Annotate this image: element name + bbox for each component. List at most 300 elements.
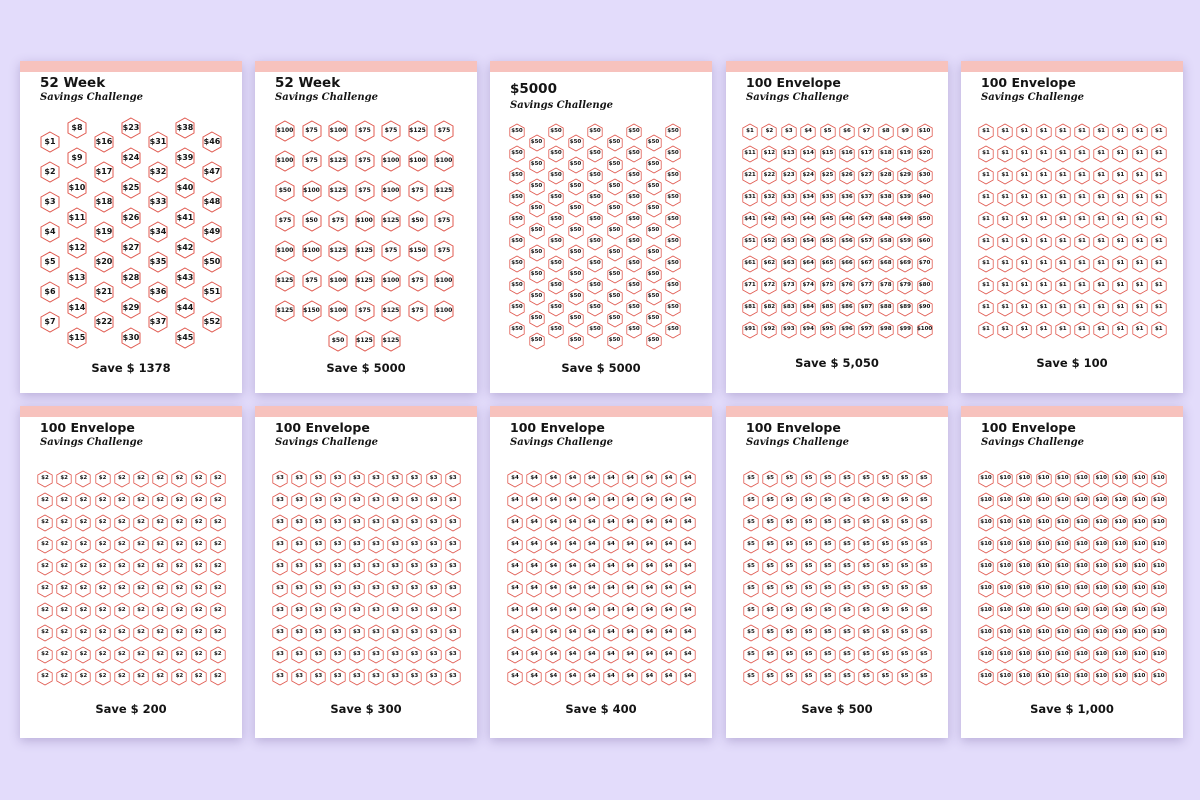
envelope-hexagon: $1 [1074, 255, 1090, 273]
envelope-hexagon: $3 [272, 492, 288, 510]
envelope-hexagon: $10 [1151, 602, 1167, 620]
envelope-hexagon: $50 [529, 222, 545, 240]
envelope-hexagon: $5 [897, 602, 913, 620]
envelope-hexagon: $5 [781, 668, 797, 686]
sheet-subtitle: Savings Challenge [510, 100, 613, 111]
envelope-hexagon: $1 [1055, 167, 1071, 185]
envelope-hexagon: $10 [1093, 646, 1109, 664]
envelope-hexagon: $3 [310, 602, 326, 620]
envelope-hexagon: $2 [152, 536, 168, 554]
envelope-hexagon: $3 [387, 624, 403, 642]
envelope-hexagon: $2 [114, 668, 130, 686]
envelope-hexagon: $29 [120, 297, 142, 319]
envelope-hexagon: $76 [839, 277, 855, 295]
envelope-hexagon: $75 [354, 120, 376, 142]
envelope-hexagon: $3 [39, 191, 61, 213]
envelope-hexagon: $125 [327, 180, 349, 202]
envelope-hexagon: $1 [1036, 255, 1052, 273]
envelope-hexagon: $1 [1132, 167, 1148, 185]
envelope-hexagon: $4 [641, 514, 657, 532]
envelope-hexagon: $1 [1093, 211, 1109, 229]
envelope-hexagon: $50 [626, 189, 642, 207]
envelope-hexagon: $3 [406, 668, 422, 686]
envelope-hexagon: $50 [529, 200, 545, 218]
envelope-hexagon: $10 [1036, 514, 1052, 532]
envelope-hexagon: $50 [646, 156, 662, 174]
envelope-hexagon: $4 [603, 624, 619, 642]
envelope-hexagon: $5 [820, 123, 836, 141]
envelope-hexagon: $75 [301, 150, 323, 172]
envelope-hexagon: $15 [820, 145, 836, 163]
envelope-hexagon: $4 [622, 602, 638, 620]
envelope-hexagon: $10 [1093, 492, 1109, 510]
envelope-hexagon: $4 [526, 580, 542, 598]
sheet-title: 100 Envelope [746, 420, 841, 435]
envelope-hexagon: $10 [1074, 668, 1090, 686]
envelope-hexagon: $67 [858, 255, 874, 273]
envelope-hexagon: $2 [133, 558, 149, 576]
envelope-hexagon: $2 [114, 470, 130, 488]
envelope-hexagon: $10 [1055, 602, 1071, 620]
envelope-hexagon: $2 [56, 536, 72, 554]
envelope-hexagon: $1 [1151, 255, 1167, 273]
envelope-hexagon: $2 [171, 580, 187, 598]
envelope-hexagon: $50 [626, 321, 642, 339]
envelope-hexagon: $50 [626, 123, 642, 141]
envelope-hexagon: $5 [743, 668, 759, 686]
envelope-hexagon: $33 [781, 189, 797, 207]
envelope-hexagon: $1 [1016, 321, 1032, 339]
envelope-hexagon: $125 [380, 210, 402, 232]
envelope-hexagon: $50 [626, 145, 642, 163]
envelope-hexagon: $4 [622, 624, 638, 642]
envelope-hexagon: $1 [1055, 299, 1071, 317]
envelope-hexagon: $50 [509, 145, 525, 163]
envelope-hexagon: $86 [839, 299, 855, 317]
envelope-hexagon: $5 [820, 646, 836, 664]
envelope-hexagon: $3 [445, 624, 461, 642]
envelope-hexagon: $150 [301, 300, 323, 322]
envelope-hexagon: $1 [1036, 321, 1052, 339]
envelope-hexagon: $4 [603, 470, 619, 488]
envelope-hexagon: $1 [978, 167, 994, 185]
envelope-hexagon: $38 [878, 189, 894, 207]
envelope-hexagon: $3 [406, 580, 422, 598]
envelope-hexagon: $2 [191, 668, 207, 686]
envelope-hexagon: $3 [368, 668, 384, 686]
envelope-hexagon: $65 [820, 255, 836, 273]
envelope-hexagon: $2 [75, 580, 91, 598]
envelope-hexagon: $1 [1016, 145, 1032, 163]
envelope-hexagon: $10 [1132, 602, 1148, 620]
envelope-hexagon: $50 [548, 211, 564, 229]
envelope-hexagon: $1 [1132, 321, 1148, 339]
envelope-hexagon: $10 [1036, 580, 1052, 598]
envelope-hexagon: $100 [327, 270, 349, 292]
envelope-hexagon: $4 [661, 470, 677, 488]
envelope-hexagon: $100 [274, 240, 296, 262]
envelope-hexagon: $4 [565, 514, 581, 532]
envelope-hexagon: $23 [781, 167, 797, 185]
savings-total: Save $ 300 [330, 702, 402, 716]
envelope-hexagon: $4 [641, 536, 657, 554]
envelope-hexagon: $3 [330, 514, 346, 532]
envelope-hexagon: $3 [445, 668, 461, 686]
envelope-hexagon: $2 [56, 580, 72, 598]
envelope-hexagon: $10 [1132, 646, 1148, 664]
envelope-hexagon: $50 [548, 123, 564, 141]
envelope-hexagon: $5 [820, 492, 836, 510]
envelope-hexagon: $2 [37, 646, 53, 664]
envelope-hexagon: $5 [877, 492, 893, 510]
envelope-hexagon: $50 [509, 277, 525, 295]
envelope-hexagon: $100 [407, 150, 429, 172]
envelope-hexagon: $10 [1151, 536, 1167, 554]
sheet-title: 52 Week [40, 75, 106, 91]
envelope-hexagon: $41 [174, 207, 196, 229]
savings-total: Save $ 5000 [326, 361, 406, 375]
envelope-hexagon: $3 [310, 470, 326, 488]
envelope-hexagon: $5 [877, 536, 893, 554]
envelope-hexagon: $10 [1112, 602, 1128, 620]
envelope-hexagon: $2 [75, 602, 91, 620]
envelope-hexagon: $3 [291, 602, 307, 620]
envelope-hexagon: $10 [1093, 580, 1109, 598]
envelope-hexagon: $2 [171, 602, 187, 620]
envelope-hexagon: $3 [330, 646, 346, 664]
envelope-hexagon: $3 [445, 558, 461, 576]
envelope-hexagon: $5 [801, 536, 817, 554]
envelope-hexagon: $5 [877, 668, 893, 686]
envelope-hexagon: $5 [743, 470, 759, 488]
envelope-hexagon: $2 [152, 558, 168, 576]
envelope-hexagon: $6 [39, 281, 61, 303]
envelope-hexagon: $4 [507, 492, 523, 510]
envelope-hexagon: $12 [66, 237, 88, 259]
envelope-hexagon: $50 [548, 277, 564, 295]
envelope-hexagon: $5 [781, 624, 797, 642]
envelope-hexagon: $10 [1036, 668, 1052, 686]
envelope-hexagon: $2 [95, 536, 111, 554]
envelope-hexagon: $10 [1036, 536, 1052, 554]
envelope-grid [20, 61, 242, 351]
sheet-title: $5000 [510, 81, 557, 97]
envelope-hexagon: $1 [1132, 233, 1148, 251]
envelope-hexagon: $66 [839, 255, 855, 273]
envelope-hexagon: $4 [800, 123, 816, 141]
envelope-hexagon: $2 [152, 602, 168, 620]
envelope-hexagon: $5 [877, 558, 893, 576]
envelope-hexagon: $24 [800, 167, 816, 185]
envelope-hexagon: $3 [426, 514, 442, 532]
envelope-hexagon: $2 [114, 514, 130, 532]
envelope-hexagon: $50 [509, 321, 525, 339]
envelope-hexagon: $4 [584, 492, 600, 510]
envelope-hexagon: $4 [526, 470, 542, 488]
envelope-hexagon: $1 [978, 211, 994, 229]
envelope-hexagon: $5 [743, 624, 759, 642]
envelope-hexagon: $3 [272, 646, 288, 664]
envelope-hexagon: $1 [1016, 189, 1032, 207]
envelope-hexagon: $4 [545, 558, 561, 576]
envelope-hexagon: $50 [646, 244, 662, 262]
envelope-hexagon: $2 [75, 470, 91, 488]
envelope-hexagon: $43 [781, 211, 797, 229]
envelope-hexagon: $17 [858, 145, 874, 163]
envelope-hexagon: $10 [1151, 646, 1167, 664]
envelope-hexagon: $10 [1132, 536, 1148, 554]
envelope-hexagon: $5 [781, 602, 797, 620]
envelope-hexagon: $1 [1112, 211, 1128, 229]
envelope-hexagon: $5 [762, 668, 778, 686]
envelope-hexagon: $3 [426, 668, 442, 686]
envelope-hexagon: $1 [1132, 189, 1148, 207]
envelope-hexagon: $5 [839, 580, 855, 598]
envelope-hexagon: $1 [39, 131, 61, 153]
envelope-hexagon: $4 [545, 492, 561, 510]
envelope-hexagon: $50 [646, 332, 662, 350]
envelope-hexagon: $1 [1055, 321, 1071, 339]
envelope-hexagon: $150 [407, 240, 429, 262]
envelope-hexagon: $50 [587, 277, 603, 295]
envelope-hexagon: $1 [1016, 255, 1032, 273]
envelope-hexagon: $87 [858, 299, 874, 317]
envelope-hexagon: $35 [820, 189, 836, 207]
envelope-hexagon: $50 [568, 266, 584, 284]
envelope-hexagon: $91 [742, 321, 758, 339]
envelope-hexagon: $4 [680, 646, 696, 664]
envelope-hexagon: $2 [37, 602, 53, 620]
envelope-hexagon: $7 [39, 311, 61, 333]
envelope-hexagon: $5 [877, 624, 893, 642]
envelope-hexagon: $3 [406, 624, 422, 642]
envelope-hexagon: $4 [584, 580, 600, 598]
envelope-hexagon: $1 [1093, 321, 1109, 339]
envelope-hexagon: $3 [330, 624, 346, 642]
envelope-hexagon: $5 [743, 646, 759, 664]
envelope-hexagon: $4 [641, 580, 657, 598]
envelope-hexagon: $2 [191, 470, 207, 488]
envelope-hexagon: $4 [507, 536, 523, 554]
envelope-hexagon: $3 [310, 624, 326, 642]
envelope-hexagon: $1 [1055, 123, 1071, 141]
envelope-hexagon: $2 [95, 668, 111, 686]
envelope-hexagon: $50 [665, 233, 681, 251]
envelope-hexagon: $4 [641, 602, 657, 620]
envelope-hexagon: $3 [310, 668, 326, 686]
savings-total: Save $ 200 [95, 702, 167, 716]
envelope-hexagon: $12 [761, 145, 777, 163]
envelope-hexagon: $5 [858, 580, 874, 598]
envelope-hexagon: $5 [839, 602, 855, 620]
envelope-hexagon: $4 [603, 646, 619, 664]
envelope-hexagon: $125 [327, 240, 349, 262]
envelope-hexagon: $5 [897, 536, 913, 554]
envelope-hexagon: $2 [95, 624, 111, 642]
envelope-hexagon: $1 [1132, 211, 1148, 229]
envelope-hexagon: $4 [622, 646, 638, 664]
envelope-hexagon: $50 [509, 167, 525, 185]
envelope-hexagon: $5 [820, 558, 836, 576]
envelope-hexagon: $5 [897, 646, 913, 664]
envelope-hexagon: $3 [387, 602, 403, 620]
envelope-hexagon: $2 [37, 492, 53, 510]
envelope-hexagon: $10 [1055, 558, 1071, 576]
envelope-hexagon: $10 [1151, 580, 1167, 598]
envelope-hexagon: $5 [858, 470, 874, 488]
envelope-hexagon: $4 [603, 536, 619, 554]
envelope-hexagon: $3 [426, 536, 442, 554]
envelope-hexagon: $50 [646, 200, 662, 218]
envelope-hexagon: $2 [75, 514, 91, 532]
envelope-hexagon: $1 [997, 233, 1013, 251]
envelope-hexagon: $74 [800, 277, 816, 295]
envelope-hexagon: $10 [1112, 492, 1128, 510]
envelope-hexagon: $5 [762, 646, 778, 664]
savings-total: Save $ 1,000 [1030, 702, 1114, 716]
envelope-hexagon: $94 [800, 321, 816, 339]
envelope-hexagon: $22 [761, 167, 777, 185]
envelope-hexagon: $3 [291, 580, 307, 598]
envelope-hexagon: $50 [626, 299, 642, 317]
envelope-hexagon: $1 [1055, 145, 1071, 163]
envelope-hexagon: $5 [820, 602, 836, 620]
envelope-hexagon: $5 [801, 624, 817, 642]
envelope-hexagon: $80 [917, 277, 933, 295]
envelope-hexagon: $75 [433, 240, 455, 262]
envelope-hexagon: $1 [978, 277, 994, 295]
envelope-hexagon: $3 [330, 602, 346, 620]
envelope-hexagon: $5 [839, 668, 855, 686]
envelope-grid [20, 406, 242, 696]
envelope-hexagon: $1 [1036, 189, 1052, 207]
envelope-hexagon: $5 [820, 624, 836, 642]
envelope-hexagon: $5 [839, 536, 855, 554]
envelope-hexagon: $1 [997, 299, 1013, 317]
envelope-hexagon: $100 [327, 300, 349, 322]
envelope-hexagon: $2 [191, 646, 207, 664]
envelope-hexagon: $10 [1074, 558, 1090, 576]
envelope-hexagon: $10 [1074, 492, 1090, 510]
envelope-hexagon: $3 [291, 514, 307, 532]
envelope-hexagon: $50 [568, 222, 584, 240]
envelope-hexagon: $1 [1074, 145, 1090, 163]
envelope-hexagon: $3 [387, 646, 403, 664]
envelope-hexagon: $10 [1093, 668, 1109, 686]
envelope-hexagon: $1 [997, 277, 1013, 295]
envelope-hexagon: $2 [191, 492, 207, 510]
envelope-hexagon: $3 [310, 580, 326, 598]
envelope-hexagon: $4 [661, 668, 677, 686]
envelope-hexagon: $1 [1112, 277, 1128, 295]
envelope-hexagon: $1 [1132, 277, 1148, 295]
envelope-hexagon: $10 [1055, 514, 1071, 532]
envelope-hexagon: $4 [507, 470, 523, 488]
envelope-hexagon: $3 [445, 646, 461, 664]
envelope-hexagon: $10 [1112, 558, 1128, 576]
envelope-hexagon: $39 [174, 147, 196, 169]
envelope-hexagon: $125 [354, 270, 376, 292]
envelope-hexagon: $9 [66, 147, 88, 169]
envelope-hexagon: $2 [191, 558, 207, 576]
envelope-hexagon: $3 [368, 580, 384, 598]
envelope-hexagon: $1 [1036, 277, 1052, 295]
envelope-hexagon: $5 [897, 514, 913, 532]
envelope-hexagon: $50 [646, 266, 662, 284]
envelope-hexagon: $4 [565, 536, 581, 554]
envelope-hexagon: $1 [978, 123, 994, 141]
envelope-hexagon: $4 [680, 602, 696, 620]
envelope-hexagon: $23 [120, 117, 142, 139]
envelope-hexagon: $1 [1016, 167, 1032, 185]
envelope-hexagon: $5 [877, 470, 893, 488]
envelope-hexagon: $2 [114, 602, 130, 620]
envelope-hexagon: $5 [858, 602, 874, 620]
envelope-hexagon: $3 [368, 624, 384, 642]
envelope-hexagon: $10 [1055, 646, 1071, 664]
envelope-hexagon: $2 [171, 646, 187, 664]
envelope-hexagon: $1 [1074, 321, 1090, 339]
envelope-hexagon: $2 [56, 514, 72, 532]
envelope-hexagon: $10 [1132, 492, 1148, 510]
envelope-hexagon: $4 [680, 558, 696, 576]
envelope-hexagon: $1 [1055, 211, 1071, 229]
envelope-hexagon: $2 [95, 580, 111, 598]
savings-challenge-sheet [961, 406, 1183, 738]
envelope-hexagon: $5 [762, 492, 778, 510]
envelope-hexagon: $2 [75, 624, 91, 642]
envelope-hexagon: $63 [781, 255, 797, 273]
envelope-hexagon: $1 [978, 321, 994, 339]
envelope-hexagon: $88 [878, 299, 894, 317]
envelope-hexagon: $4 [661, 602, 677, 620]
envelope-hexagon: $25 [820, 167, 836, 185]
envelope-hexagon: $50 [665, 189, 681, 207]
envelope-hexagon: $1 [978, 189, 994, 207]
envelope-hexagon: $4 [507, 602, 523, 620]
envelope-hexagon: $75 [820, 277, 836, 295]
envelope-hexagon: $50 [548, 255, 564, 273]
envelope-hexagon: $1 [1036, 145, 1052, 163]
envelope-hexagon: $3 [368, 470, 384, 488]
envelope-hexagon: $10 [1036, 602, 1052, 620]
envelope-hexagon: $3 [349, 558, 365, 576]
envelope-hexagon: $50 [607, 244, 623, 262]
envelope-hexagon: $125 [274, 300, 296, 322]
envelope-hexagon: $4 [680, 514, 696, 532]
envelope-hexagon: $100 [274, 150, 296, 172]
envelope-hexagon: $1 [1093, 255, 1109, 273]
envelope-hexagon: $42 [174, 237, 196, 259]
envelope-hexagon: $3 [781, 123, 797, 141]
envelope-hexagon: $4 [565, 580, 581, 598]
envelope-hexagon: $4 [680, 470, 696, 488]
envelope-hexagon: $2 [152, 514, 168, 532]
envelope-hexagon: $3 [426, 646, 442, 664]
savings-challenge-sheet [490, 61, 712, 393]
envelope-hexagon: $32 [147, 161, 169, 183]
envelope-hexagon: $100 [354, 210, 376, 232]
envelope-hexagon: $44 [800, 211, 816, 229]
envelope-hexagon: $1 [1074, 299, 1090, 317]
envelope-hexagon: $54 [800, 233, 816, 251]
envelope-hexagon: $5 [762, 624, 778, 642]
envelope-hexagon: $2 [171, 536, 187, 554]
envelope-hexagon: $1 [1132, 255, 1148, 273]
envelope-hexagon: $21 [93, 281, 115, 303]
envelope-hexagon: $5 [858, 558, 874, 576]
envelope-hexagon: $1 [1036, 167, 1052, 185]
